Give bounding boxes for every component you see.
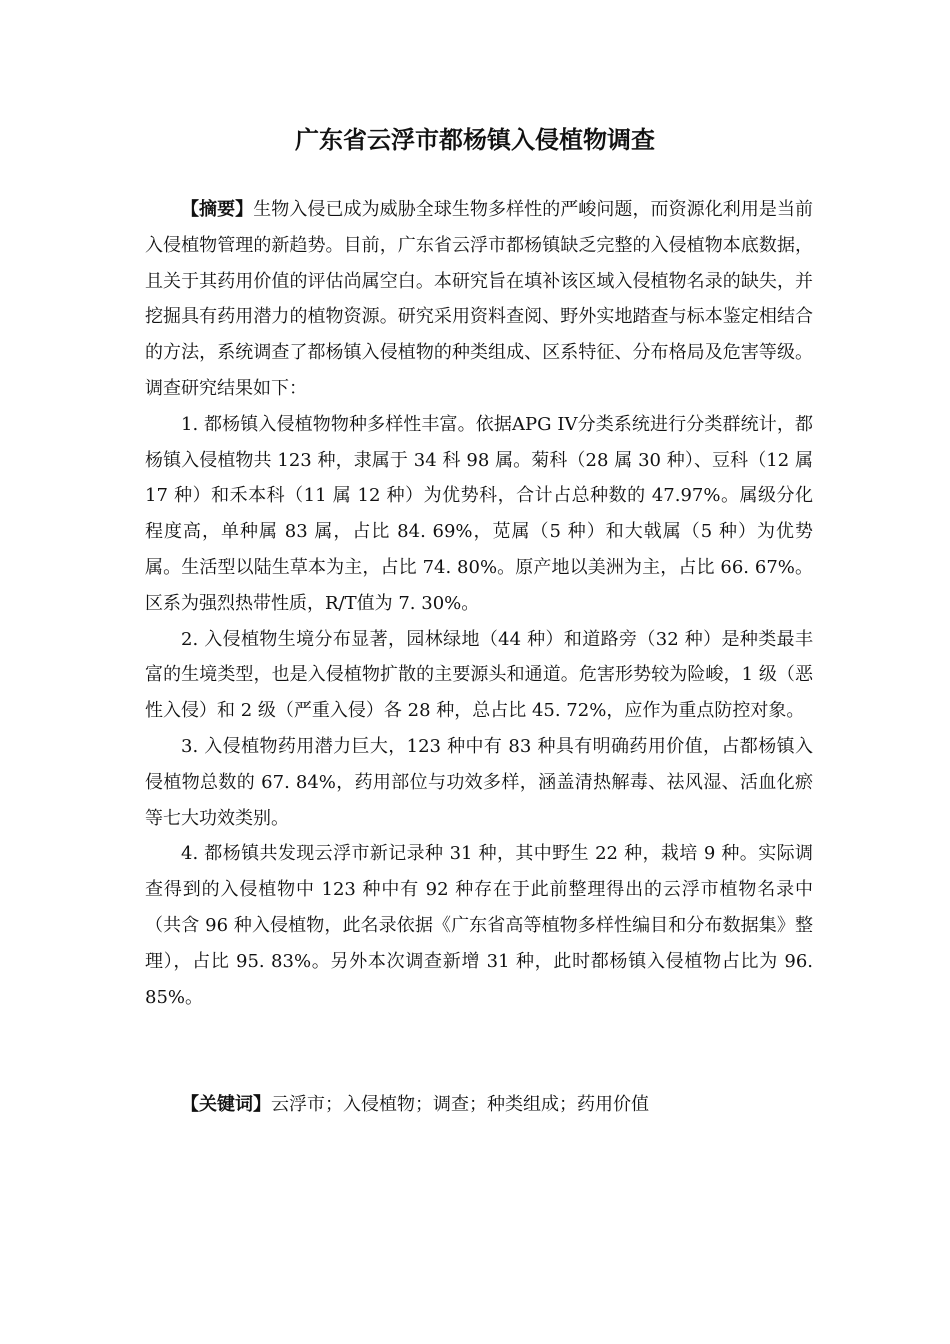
finding-paragraph-3: 3. 入侵植物药用潜力巨大，123 种中有 83 种具有明确药用价值，占都杨镇入侵植物总数的 67. 84%，药用部位与功效多样，涵盖清热解毒、祛风湿、活血化瘀等七大功效类别。 [145,735,813,829]
keywords-text: 云浮市；入侵植物；调查；种类组成；药用价值 [271,1094,649,1115]
abstract-intro-text: 生物入侵已成为威胁全球生物多样性的严峻问题，而资源化利用是当前入侵植物管理的新趋势。目前，广东省云浮市都杨镇缺乏完整的入侵植物本底数据，且关于其药用价值的评估尚属空白。本研究旨在填补该区域入侵植物名录的缺失，并挖掘具有药用潜力的植物资源。研究采用资料查阅、野外实地踏查与标本鉴定相结合的方法，系统调查了都杨镇入侵植物的种类组成、区系特征、分布格局及危害等级。调查研究结果如下： [145,199,814,399]
keywords-label: 【关键词】 [181,1094,271,1115]
keywords-section [145,1087,813,1123]
paper-title: 广东省云浮市都杨镇入侵植物调查 [295,126,655,154]
abstract-section [145,192,813,1015]
abstract-label: 【摘要】 [181,199,254,220]
abstract-intro-paragraph [145,192,813,407]
finding-paragraph-1: 1. 都杨镇入侵植物物种多样性丰富。依据APG IV分类系统进行分类群统计，都杨镇入侵植物共 123 种，隶属于 34 科 98 属。菊科（28 属 30 种）、豆科（12 属 17 种）和禾本科（11 属 12 种）为优势科，合计占总种数的 47.97%。属级分化程度高，单种属 83 属，占比 84. 69%，苋属（5 种）和大戟属（5 种）为优势属。生活型以陆生草本为主，占比 74. 80%。原产地以美洲为主，占比 66. 67%。区系为强烈热带性质，R/T值为 7. 30%。 [145,413,813,614]
finding-paragraph-2: 2. 入侵植物生境分布显著，园林绿地（44 种）和道路旁（32 种）是种类最丰富的生境类型，也是入侵植物扩散的主要源头和通道。危害形势较为险峻，1 级（恶性入侵）和 2 级（严重入侵）各 28 种，总占比 45. 72%，应作为重点防控对象。 [145,628,813,722]
finding-paragraph-4: 4. 都杨镇共发现云浮市新记录种 31 种，其中野生 22 种，栽培 9 种。实际调查得到的入侵植物中 123 种中有 92 种存在于此前整理得出的云浮市植物名录中（共含 96 种入侵植物，此名录依据《广东省高等植物多样性编目和分布数据集》整理），占比 95. 83%。另外本次调查新增 31 种，此时都杨镇入侵植物占比为 96. 85%。 [145,843,813,1008]
